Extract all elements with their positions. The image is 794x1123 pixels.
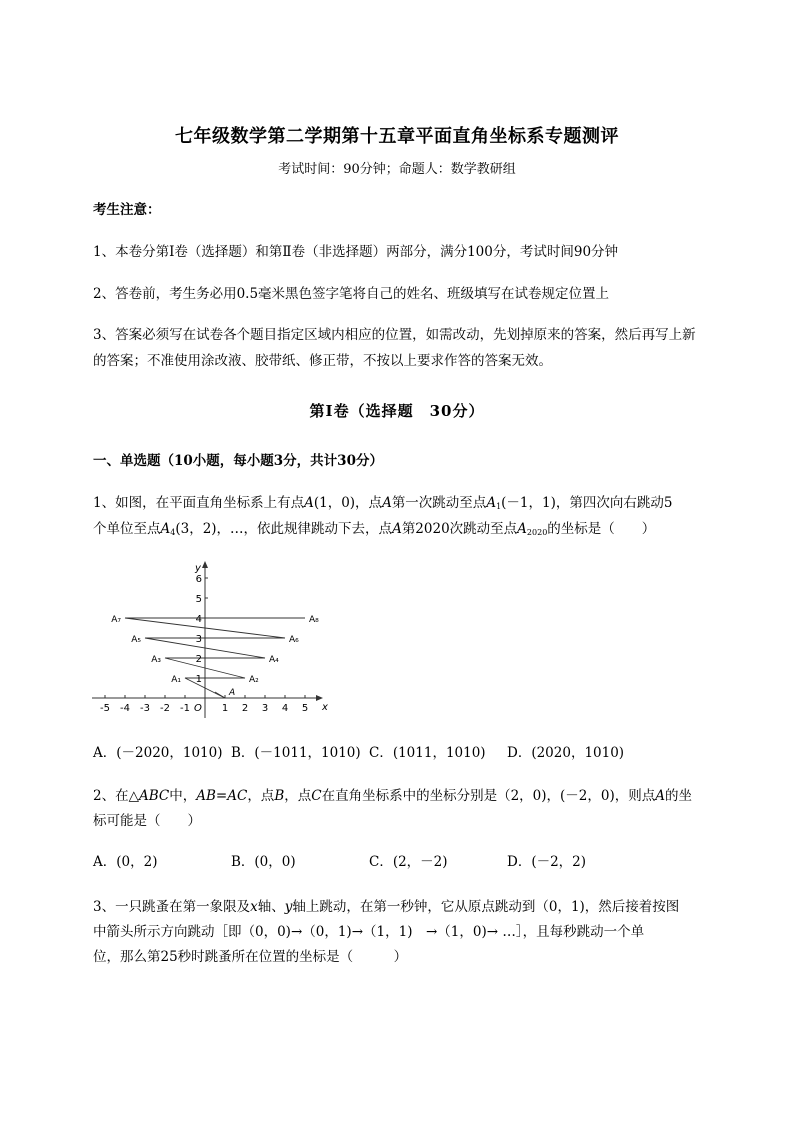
q1-option-b[interactable]: B．(－1011，1010)	[231, 745, 361, 761]
x-tick-label: -3	[140, 703, 150, 714]
q3-line-2: 中箭头所示方向跳动［即（0，0)→（0，1)→（1，1) →（1，0)→ …］，且每秒跳动一个单	[93, 924, 645, 940]
q1-options	[93, 743, 713, 763]
x-tick-label: -1	[180, 703, 190, 714]
notice-item-2: 2、答卷前，考生务必用0.5毫米黑色签字笔将自己的姓名、班级填写在试卷规定位置上	[93, 286, 610, 302]
section-title: 第I卷（选择题 30分）	[309, 402, 485, 420]
notice-item-3-cont: 的答案；不准使用涂改液、胶带纸、修正带，不按以上要求作答的答案无效。	[93, 353, 552, 369]
x-tick-label: -5	[100, 703, 110, 714]
x-tick-label: 4	[281, 703, 289, 714]
point-label-a3: A₃	[151, 655, 161, 665]
x-axis-label: x	[322, 702, 328, 713]
q2-option-c[interactable]: C．(2，－2)	[369, 854, 448, 870]
x-tick-label: -2	[160, 703, 170, 714]
figure-labels	[100, 563, 328, 714]
x-tick-label: 1	[221, 703, 229, 714]
x-tick-label: 5	[301, 703, 309, 714]
y-tick-label: 2	[195, 654, 202, 665]
coordinate-figure	[88, 558, 338, 720]
notice-item-1: 1、本卷分第I卷（选择题）和第Ⅱ卷（非选择题）两部分，满分100分，考试时间90分钟	[93, 244, 619, 260]
point-label-a8: A₈	[309, 615, 319, 625]
q2-options	[93, 852, 713, 872]
origin-label: O	[194, 703, 202, 714]
q1-line-1: 1、如图，在平面直角坐标系上有点A(1，0)，点A第一次跳动至点$A_1(-1$，1)，第四次向右跳动5	[93, 495, 673, 511]
q2-option-d[interactable]: D．(－2，2)	[507, 854, 587, 870]
x-tick-label: 2	[241, 703, 249, 714]
x-tick-label: -4	[120, 703, 130, 714]
y-axis-label: y	[195, 563, 201, 574]
point-label-a5: A₅	[131, 635, 141, 645]
point-label-a: A	[229, 688, 236, 698]
point-label-a2: A₂	[249, 675, 259, 685]
page-title: 七年级数学第二学期第十五章平面直角坐标系专题测评	[175, 126, 619, 147]
point-label-a7: A₇	[111, 615, 121, 625]
q2-line-2: 标可能是（ ）	[93, 813, 201, 829]
notice-heading: 考生注意：	[93, 202, 161, 218]
q3-line-3: 位，那么第25秒时跳蚤所在位置的坐标是（ ）	[93, 949, 408, 965]
point-label-a4: A₄	[269, 655, 279, 665]
point-a-marker	[215, 692, 225, 698]
q1-line-2: 个单位至点$A_4(3$，2)，…，依此规律跳动下去，点A第2020次跳动至点$A_{2020}$的坐标是（ ）	[93, 521, 656, 537]
y-axis-arrow	[202, 561, 208, 568]
q2-option-b[interactable]: B．(0，0)	[231, 854, 296, 870]
q1-option-c[interactable]: C．(1011，1010)	[369, 745, 486, 761]
point-label-a1: A₁	[171, 675, 181, 685]
y-tick-label: 4	[195, 614, 202, 625]
q1-option-a[interactable]: A．(－2020，1010)	[93, 745, 223, 761]
q2-option-a[interactable]: A．(0，2)	[93, 854, 158, 870]
x-axis-arrow	[316, 695, 323, 701]
x-tick-label: 3	[261, 703, 269, 714]
y-tick-label: 3	[195, 634, 202, 645]
q1-option-d[interactable]: D．(2020，1010)	[507, 745, 625, 761]
part-heading: 一、单选题（10小题，每小题3分，共计30分）	[93, 453, 383, 469]
point-label-a6: A₆	[289, 635, 299, 645]
q3-line-1: 3、一只跳蚤在第一象限及x轴、y轴上跳动，在第一秒钟，它从原点跳动到（0，1)，然后接着按图	[93, 899, 680, 915]
page-subtitle: 考试时间：90分钟；命题人：数学教研组	[278, 162, 516, 177]
notice-item-3: 3、答案必须写在试卷各个题目指定区域内相应的位置，如需改动，先划掉原来的答案，然后再写上新	[93, 327, 696, 343]
y-tick-label: 6	[195, 574, 202, 585]
y-tick-label: 1	[195, 674, 202, 685]
y-tick-label: 5	[195, 594, 202, 605]
q2-line-1: 2、在△ABC中，AB=AC，点B，点C在直角坐标系中的坐标分别是（2，0)，(－2，0)，则点A的坐	[93, 788, 692, 804]
